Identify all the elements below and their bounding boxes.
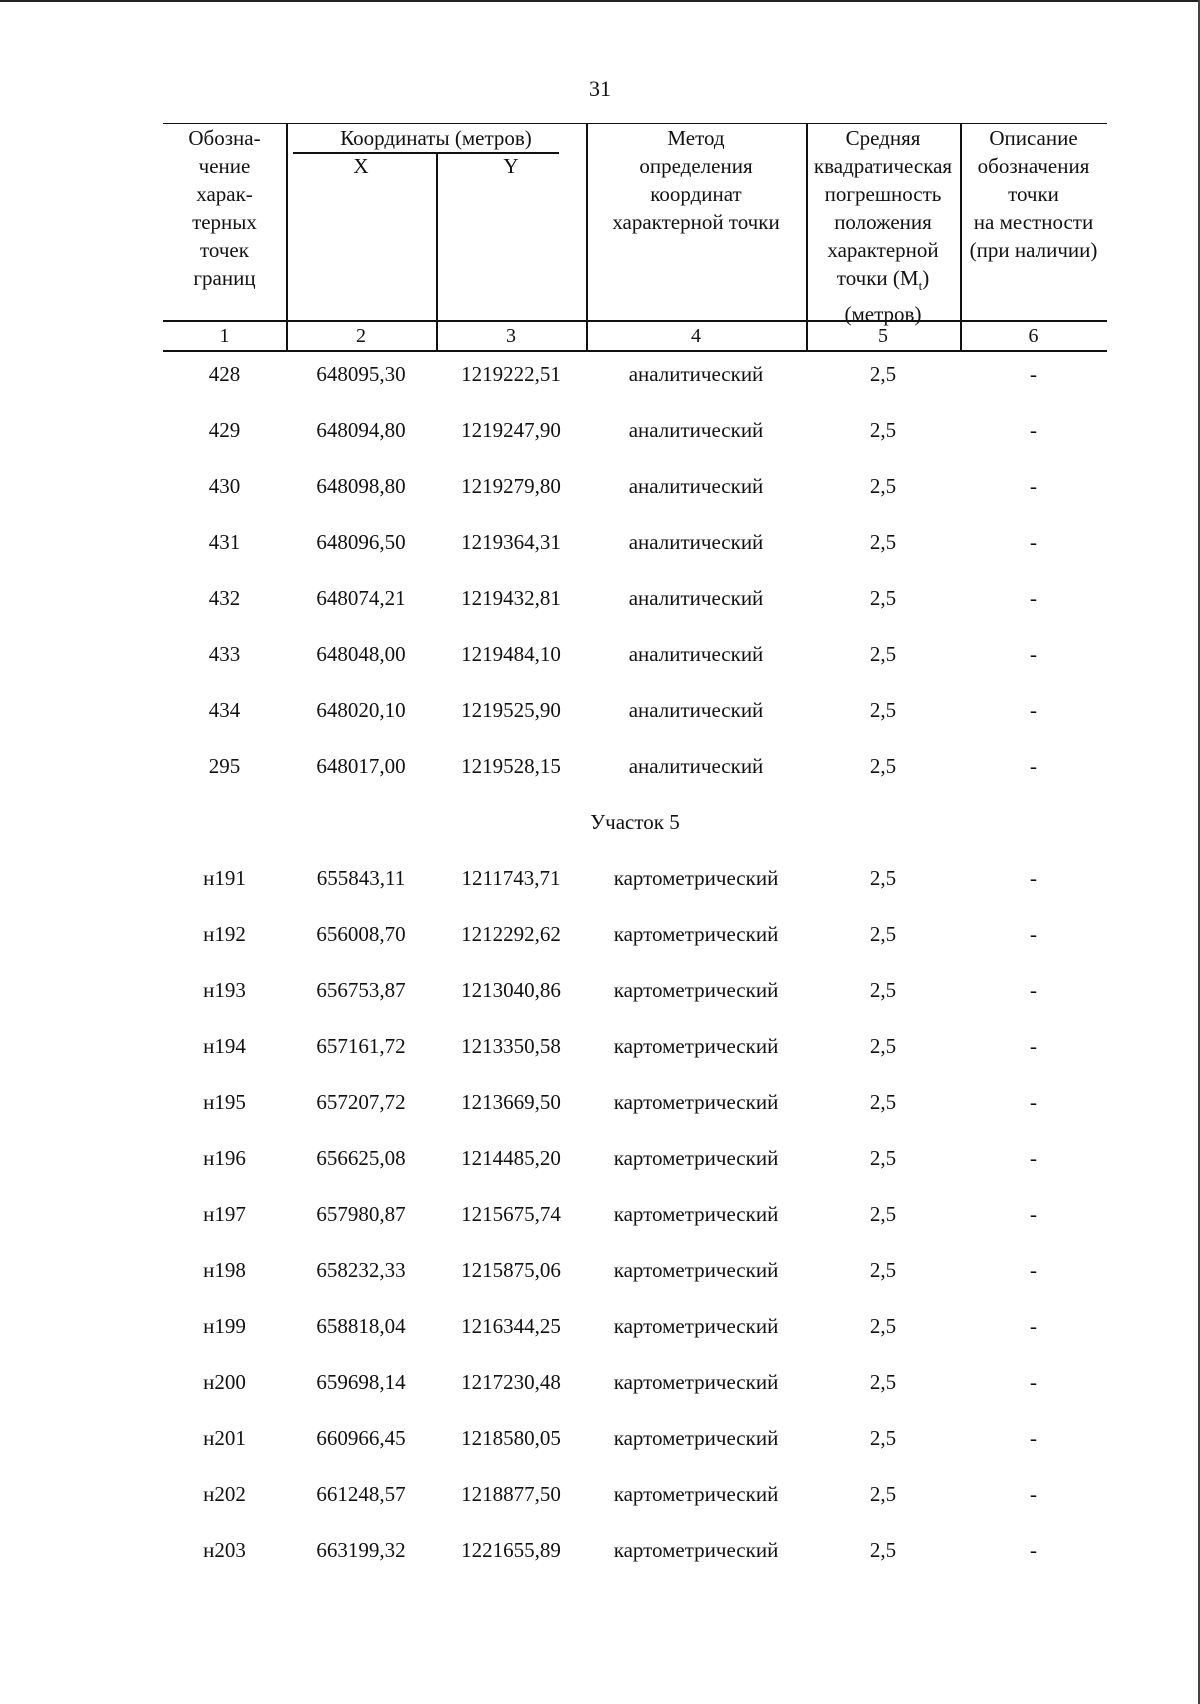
cell-point-id: н195 <box>203 1090 246 1114</box>
cell-coord-x: 656753,87 <box>316 978 406 1002</box>
cell-coord-y: 1212292,62 <box>461 922 561 946</box>
cell-point-id: 295 <box>208 754 241 778</box>
cell-mean-error: 2,5 <box>869 1202 897 1226</box>
table-row <box>163 1368 1107 1424</box>
cell-coord-x: 661248,57 <box>316 1482 406 1506</box>
cell-point-id: 429 <box>208 418 241 442</box>
table-row <box>163 696 1107 752</box>
cell-coord-x: 657207,72 <box>316 1090 406 1114</box>
cell-point-id: 431 <box>208 530 241 554</box>
col-number-3: 3 <box>506 325 516 347</box>
cell-description: - <box>1030 530 1037 554</box>
cell-description: - <box>1030 1090 1037 1114</box>
cell-description: - <box>1030 418 1037 442</box>
cell-description: - <box>1030 362 1037 386</box>
cell-method: картометрический <box>613 1314 779 1338</box>
cell-point-id: н198 <box>203 1258 246 1282</box>
table-row <box>163 1424 1107 1480</box>
cell-method: картометрический <box>613 978 779 1002</box>
cell-coord-y: 1213040,86 <box>461 978 561 1002</box>
cell-description: - <box>1030 922 1037 946</box>
cell-point-id: 433 <box>208 642 241 666</box>
header-x: X <box>353 154 369 178</box>
cell-coord-y: 1211743,71 <box>461 866 561 890</box>
cell-coord-y: 1218580,05 <box>461 1426 561 1450</box>
col-number-4: 4 <box>691 325 701 347</box>
section-title: Участок 5 <box>590 810 680 834</box>
cell-mean-error: 2,5 <box>869 1538 897 1562</box>
cell-description: - <box>1030 1034 1037 1058</box>
cell-mean-error: 2,5 <box>869 1090 897 1114</box>
cell-method: аналитический <box>628 418 764 442</box>
cell-mean-error: 2,5 <box>869 698 897 722</box>
cell-coord-x: 657161,72 <box>316 1034 406 1058</box>
cell-method: картометрический <box>613 1482 779 1506</box>
table-row <box>163 1032 1107 1088</box>
number-row-bottom-line <box>163 350 1107 352</box>
header-mean-error: Средняя квадратическая погрешность положения характерной точки $(M_t)$ (метров) <box>813 126 953 327</box>
table-row <box>163 752 1107 808</box>
scan-edge-top <box>0 0 1200 2</box>
cell-mean-error: 2,5 <box>869 418 897 442</box>
cell-point-id: н193 <box>203 978 246 1002</box>
cell-mean-error: 2,5 <box>869 1426 897 1450</box>
cell-description: - <box>1030 866 1037 890</box>
page-number: 31 <box>589 76 611 101</box>
col-number-1: 1 <box>219 325 230 347</box>
cell-coord-y: 1219364,31 <box>461 530 561 554</box>
cell-method: картометрический <box>613 1370 779 1394</box>
table-row <box>163 1256 1107 1312</box>
cell-point-id: н194 <box>203 1034 246 1058</box>
table-row <box>163 1312 1107 1368</box>
cell-coord-x: 663199,32 <box>316 1538 406 1562</box>
cell-point-id: н192 <box>203 922 246 946</box>
cell-method: аналитический <box>628 754 764 778</box>
cell-coord-y: 1214485,20 <box>461 1146 561 1170</box>
cell-point-id: н197 <box>203 1202 246 1226</box>
col-number-2: 2 <box>356 325 366 347</box>
table-row <box>163 920 1107 976</box>
cell-mean-error: 2,5 <box>869 1034 897 1058</box>
cell-coord-y: 1216344,25 <box>461 1314 561 1338</box>
cell-coord-y: 1219525,90 <box>461 698 561 722</box>
cell-point-id: н191 <box>203 866 246 890</box>
cell-description: - <box>1030 1258 1037 1282</box>
table-row <box>163 1144 1107 1200</box>
cell-description: - <box>1030 1482 1037 1506</box>
cell-coord-x: 648020,10 <box>316 698 406 722</box>
cell-coord-x: 648017,00 <box>316 754 406 778</box>
cell-coord-y: 1217230,48 <box>461 1370 561 1394</box>
cell-method: картометрический <box>613 1426 779 1450</box>
cell-point-id: н202 <box>203 1482 246 1506</box>
cell-description: - <box>1030 1370 1037 1394</box>
cell-point-id: 432 <box>208 586 241 610</box>
table-row <box>163 584 1107 640</box>
cell-mean-error: 2,5 <box>869 866 897 890</box>
cell-description: - <box>1030 754 1037 778</box>
col-divider-2 <box>436 152 438 350</box>
cell-coord-y: 1219279,80 <box>461 474 561 498</box>
cell-method: аналитический <box>628 474 764 498</box>
cell-coord-x: 648096,50 <box>316 530 406 554</box>
cell-method: картометрический <box>613 866 779 890</box>
cell-mean-error: 2,5 <box>869 754 897 778</box>
cell-mean-error: 2,5 <box>869 1370 897 1394</box>
cell-coord-y: 1218877,50 <box>461 1482 561 1506</box>
cell-description: - <box>1030 1426 1037 1450</box>
cell-mean-error: 2,5 <box>869 1258 897 1282</box>
cell-mean-error: 2,5 <box>869 1146 897 1170</box>
cell-point-id: 430 <box>208 474 241 498</box>
cell-description: - <box>1030 1314 1037 1338</box>
cell-coord-x: 648048,00 <box>316 642 406 666</box>
cell-coord-x: 656625,08 <box>316 1146 406 1170</box>
table-row <box>163 1088 1107 1144</box>
cell-coord-x: 648094,80 <box>316 418 406 442</box>
cell-method: аналитический <box>628 642 764 666</box>
cell-coord-x: 659698,14 <box>316 1370 406 1394</box>
cell-description: - <box>1030 474 1037 498</box>
cell-mean-error: 2,5 <box>869 362 897 386</box>
cell-description: - <box>1030 978 1037 1002</box>
cell-mean-error: 2,5 <box>869 922 897 946</box>
cell-mean-error: 2,5 <box>869 1482 897 1506</box>
header-method: Метод определения координат характерной точки <box>612 126 780 234</box>
cell-point-id: н200 <box>203 1370 246 1394</box>
cell-coord-y: 1215675,74 <box>461 1202 561 1226</box>
cell-coord-x: 655843,11 <box>316 866 406 890</box>
cell-mean-error: 2,5 <box>869 586 897 610</box>
cell-method: аналитический <box>628 698 764 722</box>
cell-point-id: н201 <box>203 1426 246 1450</box>
cell-method: аналитический <box>628 530 764 554</box>
cell-description: - <box>1030 642 1037 666</box>
cell-coord-y: 1213669,50 <box>461 1090 561 1114</box>
cell-coord-y: 1219484,10 <box>461 642 561 666</box>
cell-point-id: н196 <box>203 1146 246 1170</box>
cell-method: аналитический <box>628 362 764 386</box>
table-row <box>163 472 1107 528</box>
cell-coord-x: 657980,87 <box>316 1202 406 1226</box>
cell-coord-x: 658232,33 <box>316 1258 406 1282</box>
cell-method: картометрический <box>613 922 779 946</box>
table-row <box>163 976 1107 1032</box>
table-row <box>163 640 1107 696</box>
cell-coord-x: 656008,70 <box>316 922 406 946</box>
cell-coord-y: 1219222,51 <box>461 362 561 386</box>
cell-coord-x: 660966,45 <box>316 1426 406 1450</box>
cell-description: - <box>1030 1202 1037 1226</box>
col-number-6: 6 <box>1028 325 1039 347</box>
cell-mean-error: 2,5 <box>869 1314 897 1338</box>
cell-coord-x: 648095,30 <box>316 362 406 386</box>
table-row <box>163 528 1107 584</box>
header-y: Y <box>503 154 519 178</box>
table-header <box>163 123 1107 352</box>
cell-coord-y: 1213350,58 <box>461 1034 561 1058</box>
header-point-designation: Обозна- чение харак- терных точек границ <box>188 126 261 290</box>
cell-mean-error: 2,5 <box>869 978 897 1002</box>
header-description: Описание обозначения точки на местности (при наличии) <box>969 126 1098 262</box>
cell-method: аналитический <box>628 586 764 610</box>
header-bottom-line <box>163 320 1107 322</box>
col-number-5: 5 <box>878 325 888 347</box>
cell-coord-y: 1219432,81 <box>461 586 561 610</box>
cell-description: - <box>1030 698 1037 722</box>
table-body <box>163 360 1107 1592</box>
cell-description: - <box>1030 1538 1037 1562</box>
table-row <box>163 416 1107 472</box>
cell-mean-error: 2,5 <box>869 474 897 498</box>
table-row <box>163 1536 1107 1592</box>
table-row <box>163 360 1107 416</box>
cell-coord-x: 658818,04 <box>316 1314 406 1338</box>
cell-point-id: н203 <box>203 1538 246 1562</box>
cell-coord-y: 1219528,15 <box>461 754 561 778</box>
cell-coord-y: 1215875,06 <box>461 1258 561 1282</box>
cell-method: картометрический <box>613 1202 779 1226</box>
cell-method: картометрический <box>613 1034 779 1058</box>
cell-method: картометрический <box>613 1146 779 1170</box>
cell-point-id: 428 <box>208 362 241 386</box>
cell-coord-x: 648098,80 <box>316 474 406 498</box>
cell-point-id: 434 <box>208 698 241 722</box>
table-row <box>163 1480 1107 1536</box>
cell-coord-x: 648074,21 <box>316 586 406 610</box>
cell-description: - <box>1030 1146 1037 1170</box>
cell-coord-y: 1219247,90 <box>461 418 561 442</box>
cell-mean-error: 2,5 <box>869 530 897 554</box>
cell-coord-y: 1221655,89 <box>461 1538 561 1562</box>
table-row <box>163 864 1107 920</box>
table-row <box>163 1200 1107 1256</box>
cell-point-id: н199 <box>203 1314 246 1338</box>
header-coordinates: Координаты (метров) <box>340 126 532 150</box>
cell-method: картометрический <box>613 1258 779 1282</box>
cell-method: картометрический <box>613 1538 779 1562</box>
cell-method: картометрический <box>613 1090 779 1114</box>
cell-mean-error: 2,5 <box>869 642 897 666</box>
cell-description: - <box>1030 586 1037 610</box>
